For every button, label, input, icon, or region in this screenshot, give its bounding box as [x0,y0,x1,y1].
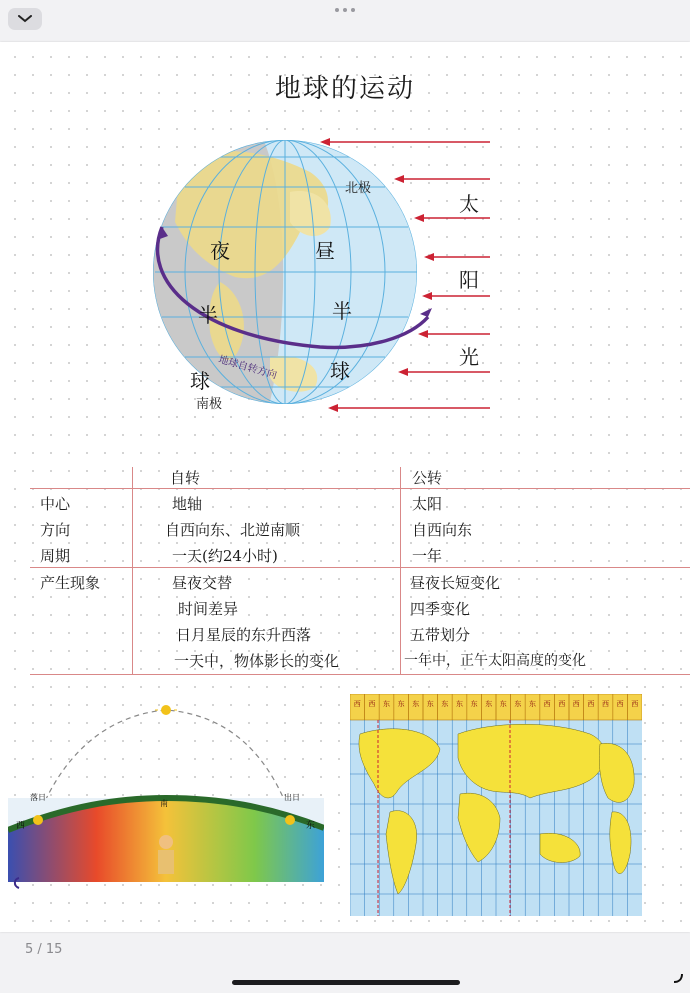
row-label-center: 中心 [40,495,71,513]
zone-label: 东 [470,700,478,708]
row-label-period: 周期 [40,547,71,565]
zone-label: 西 [587,700,595,708]
page-indicator: 5 / 15 [25,942,63,957]
note-page[interactable] [0,42,690,932]
east-label: 东 [306,821,316,831]
cell-revolution-phenomenon-2: 四季变化 [410,600,471,618]
zone-label: 东 [397,700,405,708]
cell-revolution-direction: 自西向东 [412,521,473,539]
cell-revolution-phenomenon-4: 一年中，正午太阳高度的变化 [404,653,586,669]
zone-label: 东 [426,700,434,708]
sun-path-illustration [8,702,324,882]
day-label-1: 昼 [315,241,335,263]
west-label: 西 [16,821,26,831]
row-label-phenomena: 产生现象 [40,574,101,592]
zone-label: 东 [529,700,536,708]
north-pole-label: 北极 [345,180,372,195]
more-options-icon[interactable] [334,6,356,14]
zone-label: 西 [631,700,639,708]
row-label-direction: 方向 [40,521,71,539]
top-toolbar [0,0,690,40]
cell-revolution-period: 一年 [412,547,443,565]
cell-rotation-direction: 自西向东、北逆南顺 [165,521,301,539]
time-zone-map [350,694,642,916]
header-revolution: 公转 [412,469,443,487]
zone-label: 东 [514,700,522,708]
collapse-button[interactable] [8,8,42,30]
sunset-label: 落日 [30,793,46,802]
cell-rotation-phenomenon-3: 日月星辰的东升西落 [176,626,312,644]
zone-label: 西 [558,700,566,708]
zone-label: 东 [412,700,420,708]
cell-revolution-center: 太阳 [412,495,443,513]
zone-label: 西 [543,700,551,708]
zone-label: 东 [499,700,507,708]
day-label-2: 半 [332,301,352,323]
south-label: 南 [160,799,168,808]
night-label-3: 球 [190,371,210,393]
cell-revolution-phenomenon-1: 昼夜长短变化 [410,574,501,592]
rotation-direction-label: 地球自转方向 [217,354,278,382]
scroll-handle-icon[interactable] [10,876,22,890]
night-label-1: 夜 [210,241,230,263]
home-indicator[interactable] [232,980,460,985]
night-label-2: 半 [198,305,218,327]
sunlight-label-2: 阳 [459,268,479,292]
zone-label: 东 [383,700,390,708]
zone-label: 西 [616,700,624,708]
cell-revolution-phenomenon-3: 五带划分 [410,626,471,644]
header-rotation: 自转 [170,469,201,487]
zone-label: 东 [485,700,493,708]
cell-rotation-phenomenon-1: 昼夜交替 [172,574,233,592]
chevron-down-icon [17,15,33,23]
cell-rotation-phenomenon-2: 时间差异 [178,600,239,618]
zone-label: 东 [441,700,449,708]
sunlight-label-1: 太 [459,192,479,216]
day-label-3: 球 [330,361,350,383]
zone-label: 东 [456,700,463,708]
zone-label: 西 [353,700,361,708]
zone-label: 西 [572,700,580,708]
sunlight-label-3: 光 [459,345,479,369]
zone-label: 西 [602,700,609,708]
zone-label: 西 [368,700,376,708]
south-pole-label: 南极 [196,396,223,411]
sunrise-label: 出日 [284,793,300,802]
cell-rotation-period: 一天(约24小时) [172,547,278,565]
resize-corner-icon[interactable] [672,972,684,984]
cell-rotation-center: 地轴 [172,495,203,513]
page-title: 地球的运动 [274,74,415,104]
cell-rotation-phenomenon-4: 一天中，物体影长的变化 [174,652,340,670]
